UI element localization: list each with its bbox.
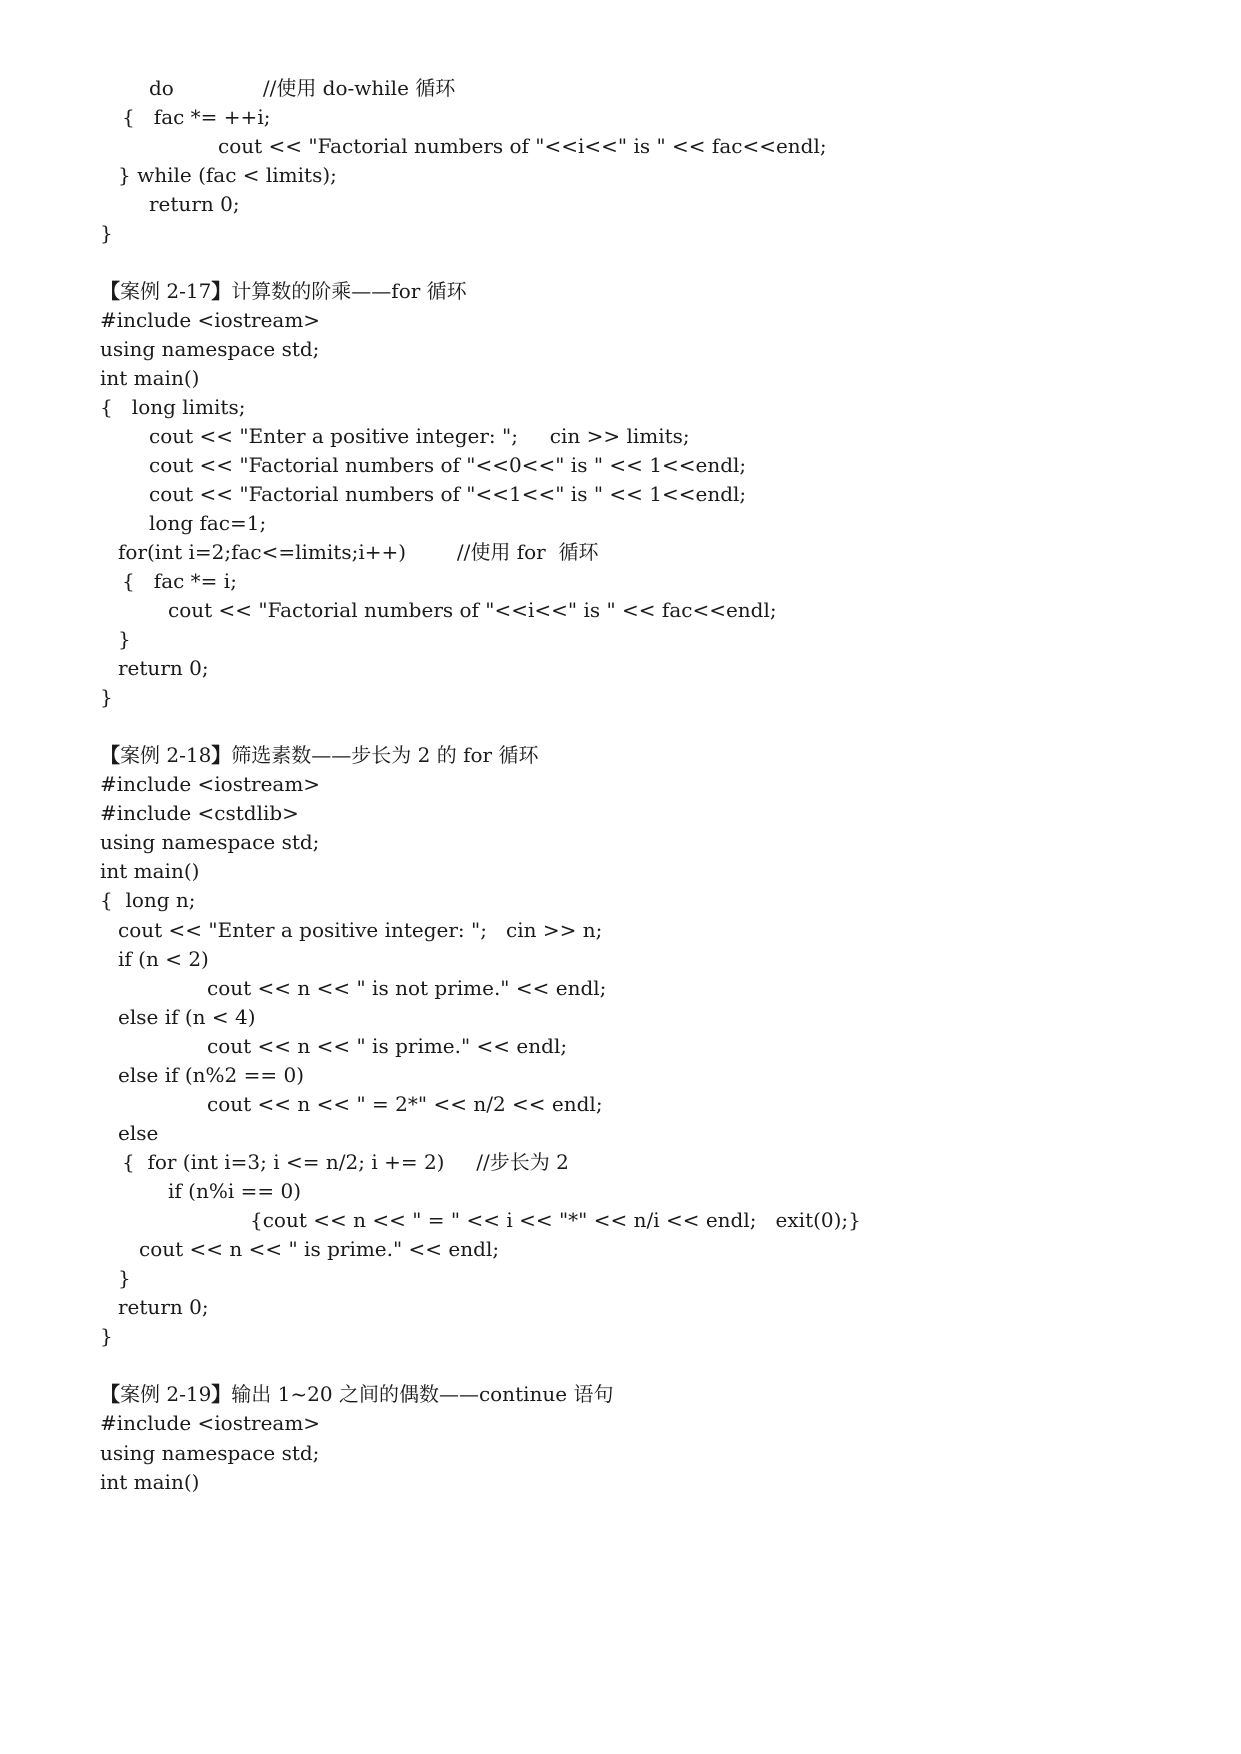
heading-bracket-close: 】 — [211, 743, 232, 767]
code-line: #include <cstdlib> — [100, 801, 299, 825]
code-line: cout << "Factorial numbers of "<<1<<" is " << 1<<endl; — [149, 482, 747, 506]
case-heading — [100, 277, 467, 305]
code-line: return 0; — [118, 656, 209, 680]
code-line: cout << "Enter a positive integer: "; cin >> n; — [118, 918, 603, 942]
code-line: return 0; — [118, 1295, 209, 1319]
code-line: { for (int i=3; i <= n/2; i += 2) //步长为 2 — [122, 1150, 569, 1174]
case-title: 筛选素数——步长为 2 的 for 循环 — [231, 743, 539, 767]
code-line: cout << "Factorial numbers of "<<i<<" is " << fac<<endl; — [168, 598, 777, 622]
code-line: using namespace std; — [100, 337, 320, 361]
code-line: cout << "Enter a positive integer: "; cin >> limits; — [149, 424, 690, 448]
code-line: return 0; — [149, 192, 240, 216]
code-line: else if (n%2 == 0) — [118, 1063, 305, 1087]
code-line: cout << n << " is prime." << endl; — [139, 1237, 500, 1261]
code-line: { fac *= ++i; — [122, 105, 271, 129]
code-line: } — [118, 627, 131, 651]
case-heading — [100, 741, 538, 769]
code-line: #include <iostream> — [100, 308, 321, 332]
code-line: {cout << n << " = " << i << "*" << n/i << endl; exit(0);} — [250, 1208, 861, 1232]
case-title: 输出 1~20 之间的偶数——continue 语句 — [231, 1382, 614, 1406]
heading-bracket-close: 】 — [211, 1382, 232, 1406]
heading-bracket-open: 【 — [100, 1382, 120, 1406]
code-line: using namespace std; — [100, 830, 320, 854]
code-line: cout << "Factorial numbers of "<<0<<" is " << 1<<endl; — [149, 453, 747, 477]
code-line: if (n < 2) — [118, 947, 209, 971]
case-title: 计算数的阶乘——for 循环 — [231, 279, 467, 303]
code-line: { fac *= i; — [122, 569, 237, 593]
code-line: cout << n << " is prime." << endl; — [207, 1034, 568, 1058]
heading-bracket-open: 【 — [100, 743, 120, 767]
code-line: } while (fac < limits); — [118, 163, 337, 187]
code-line: int main() — [100, 1470, 200, 1494]
code-line: } — [100, 685, 113, 709]
code-line: do //使用 do-while 循环 — [149, 76, 456, 100]
code-line: cout << "Factorial numbers of "<<i<<" is " << fac<<endl; — [218, 134, 827, 158]
code-line: { long n; — [100, 888, 196, 912]
code-line: #include <iostream> — [100, 1411, 321, 1435]
case-label: 案例 2-17 — [120, 279, 212, 303]
code-line: long fac=1; — [149, 511, 267, 535]
code-line: else — [118, 1121, 159, 1145]
heading-bracket-close: 】 — [211, 279, 232, 303]
code-line: } — [100, 221, 113, 245]
code-line: using namespace std; — [100, 1441, 320, 1465]
case-label: 案例 2-19 — [120, 1382, 212, 1406]
code-line: if (n%i == 0) — [168, 1179, 301, 1203]
code-line: int main() — [100, 366, 200, 390]
code-line: { long limits; — [100, 395, 246, 419]
code-line: cout << n << " is not prime." << endl; — [207, 976, 607, 1000]
heading-bracket-open: 【 — [100, 279, 120, 303]
case-heading — [100, 1380, 613, 1408]
code-line: } — [118, 1266, 131, 1290]
code-line: } — [100, 1324, 113, 1348]
case-label: 案例 2-18 — [120, 743, 212, 767]
code-line: #include <iostream> — [100, 772, 321, 796]
code-line: int main() — [100, 859, 200, 883]
code-line: else if (n < 4) — [118, 1005, 256, 1029]
code-line: for(int i=2;fac<=limits;i++) //使用 for 循环 — [118, 540, 599, 564]
code-line: cout << n << " = 2*" << n/2 << endl; — [207, 1092, 603, 1116]
